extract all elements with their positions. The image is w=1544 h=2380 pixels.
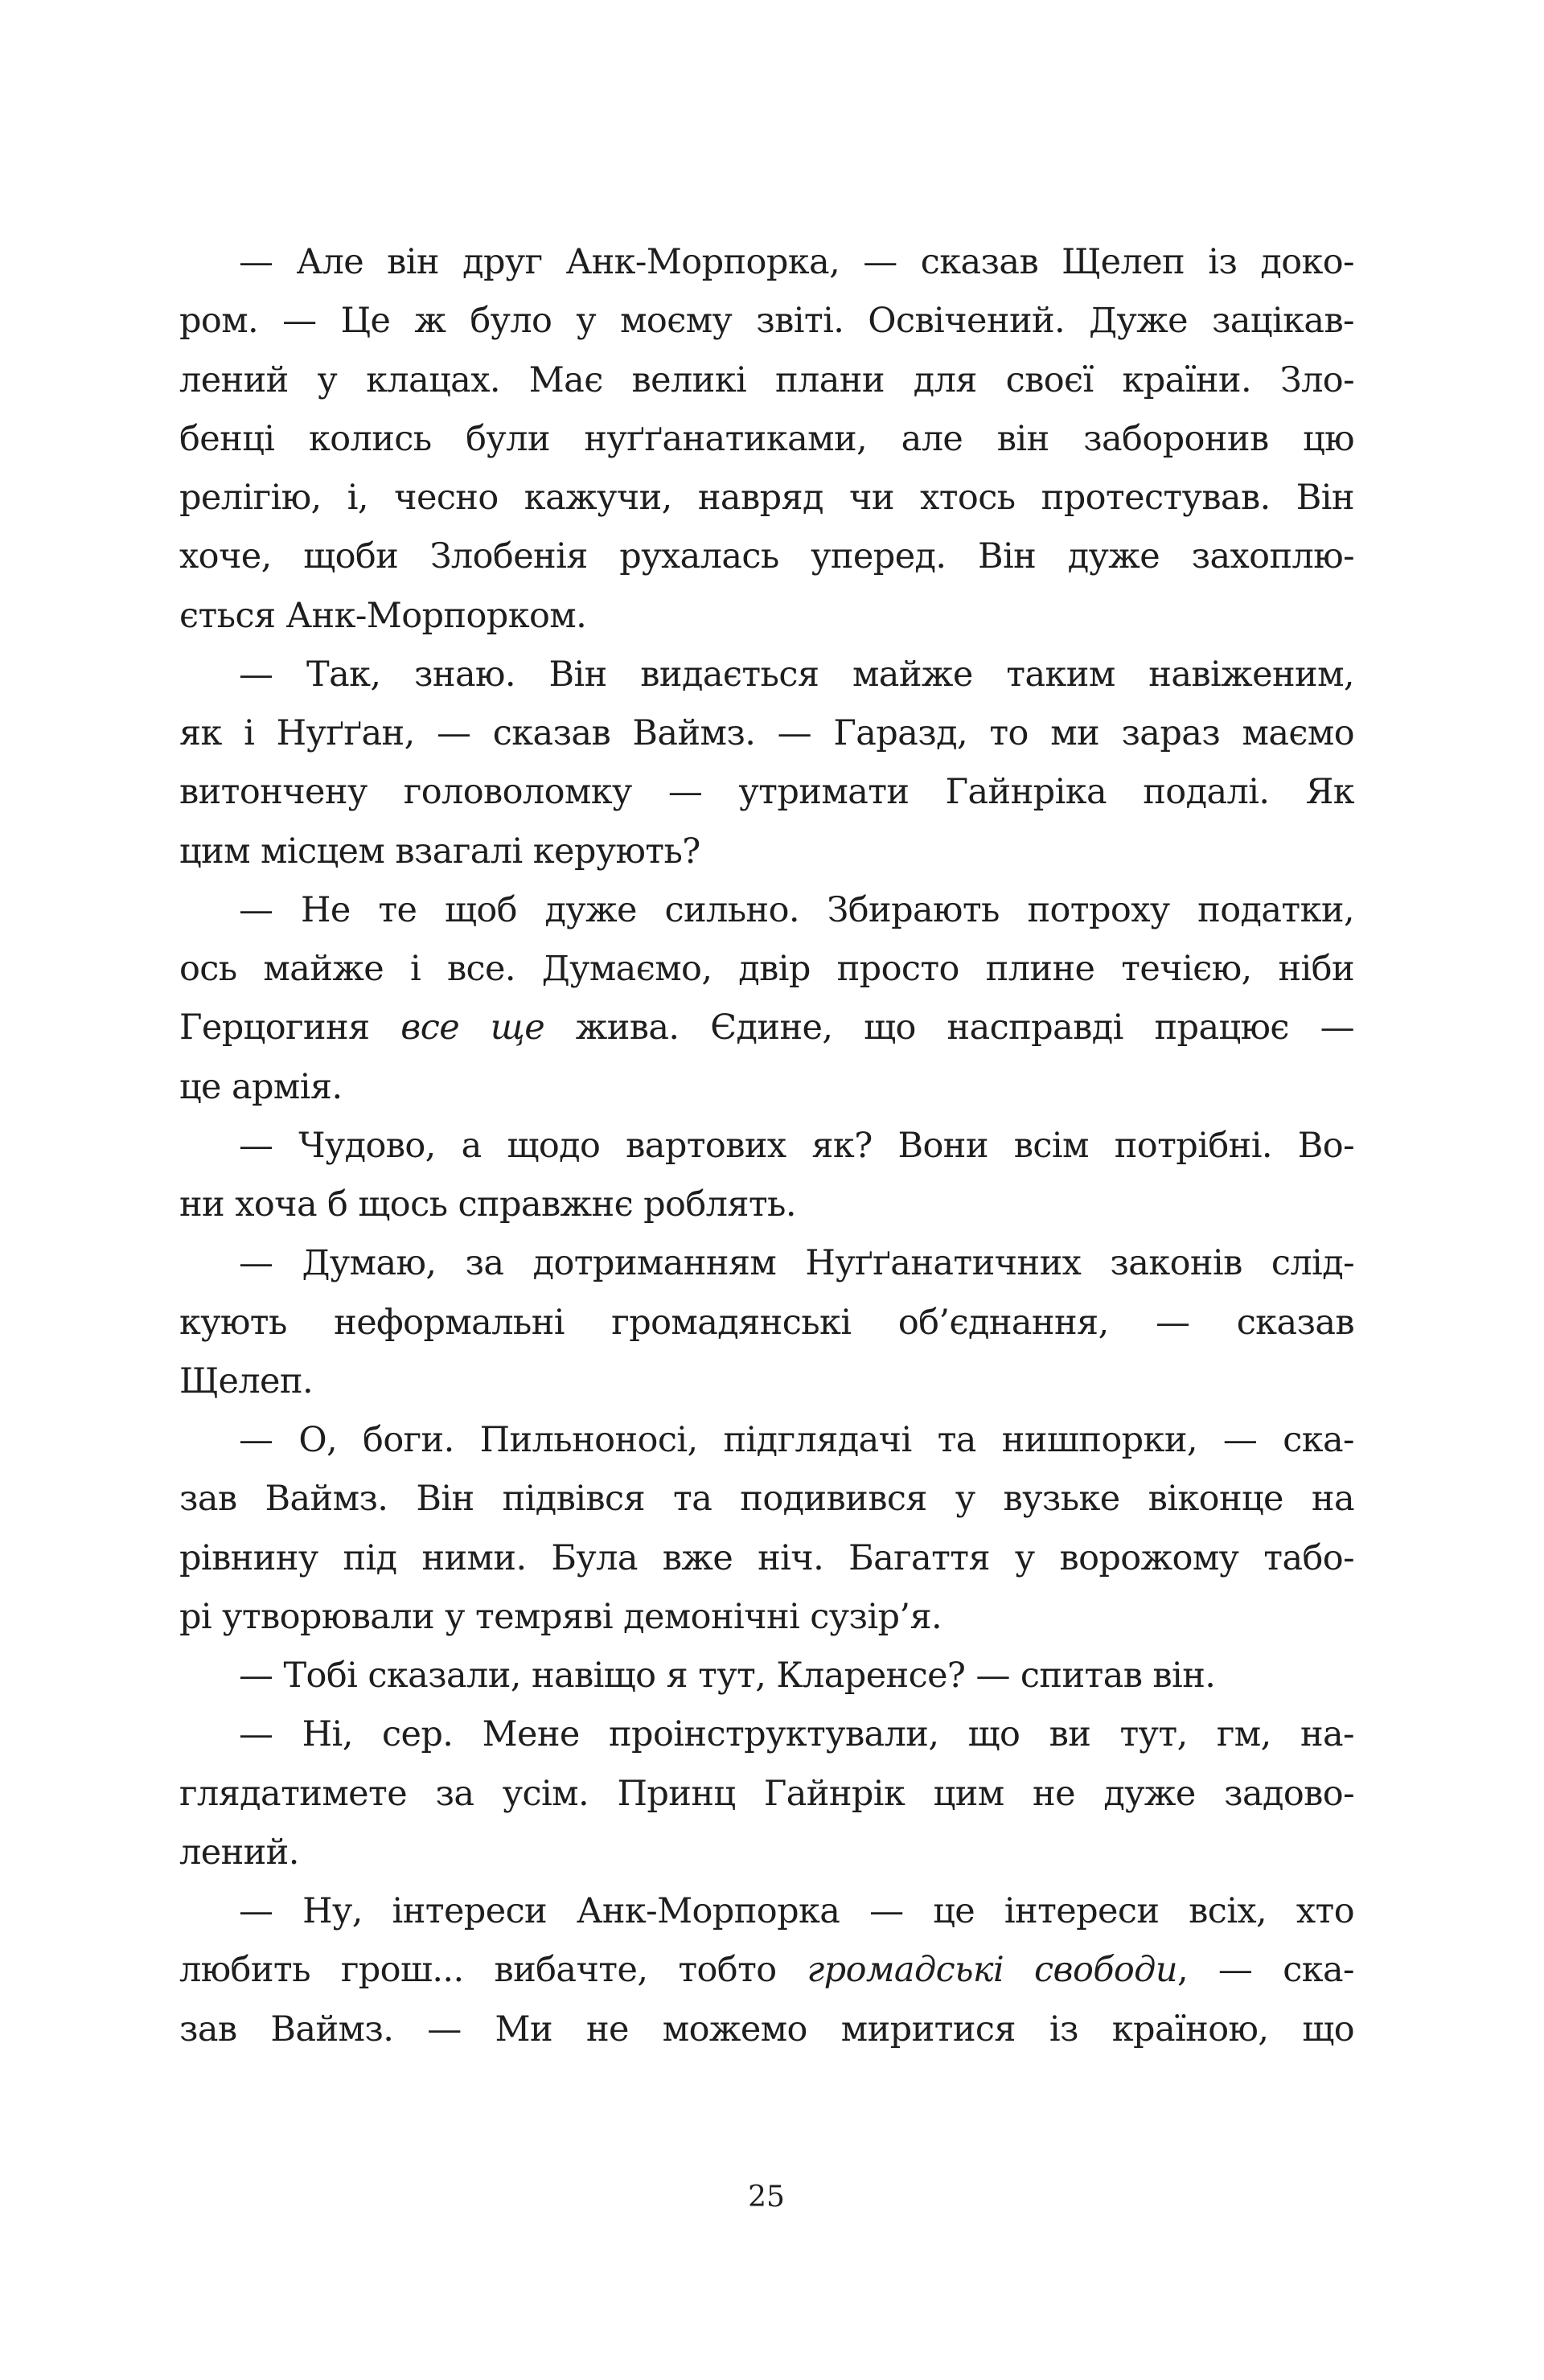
line-content [239,1647,1354,1705]
text-run: — Ну, інтереси Анк-Морпорка — це інтереси всіх, хто [239,1891,1354,1931]
line-content [179,469,1354,527]
text-line [179,1765,1354,1824]
text-line [179,410,1354,469]
text-run: зав Ваймз. Він підвівся та подивився у вузьке віконце на [179,1479,1354,1520]
paragraph-first-line [179,1117,1354,1176]
paragraph-first-line [179,646,1354,704]
line-content [239,881,1354,940]
line-content [179,1352,1354,1411]
text-line [179,1470,1354,1529]
italic-text: все ще [400,1007,545,1048]
text-line [179,1352,1354,1411]
line-content [239,1234,1354,1293]
paragraph-first-line [179,1647,1354,1705]
line-content [179,1058,1354,1117]
text-run: рівнину під ними. Була вже ніч. Багаття у ворожому табо- [179,1537,1354,1578]
body-text [179,233,1354,2059]
text-run: лений у клацах. Має великі плани для своєї країни. Зло- [179,359,1354,400]
text-line [179,1058,1354,1117]
line-content [239,1705,1354,1764]
text-line [179,704,1354,763]
line-content [179,1176,1354,1234]
text-run: кують неформальні громадянські об’єднання, — сказав [179,1302,1354,1343]
text-run: хоче, щоби Злобенія рухалась уперед. Він дуже захоплю- [179,536,1354,577]
text-run: — Не те щоб дуже сильно. Збирають потроху податки, [239,889,1354,930]
text-line [179,1824,1354,1882]
text-line [179,587,1354,646]
line-content [179,1588,1354,1647]
text-run: глядатимете за усім. Принц Гайнрік цим не дуже задово- [179,1773,1354,1814]
line-content [179,2000,1354,2059]
text-line [179,2000,1354,2059]
line-content [179,823,1354,881]
text-run: — Ні, сер. Мене проінструктували, що ви тут, гм, на- [239,1714,1354,1755]
text-run: ось майже і все. Думаємо, двір просто плине течією, ніби [179,949,1354,989]
line-content [179,940,1354,999]
text-run: , — ска- [1176,1950,1354,1991]
text-run: ється Анк-Морпорком. [179,595,587,636]
line-content [239,1411,1354,1470]
line-content [179,410,1354,469]
text-run: любить грош... вибачте, тобто [179,1950,807,1991]
text-run: жива. Єдине, що насправді працює — [544,1007,1354,1048]
text-run: — Але він друг Анк-Морпорка, — сказав Щелеп із доко- [239,242,1354,282]
text-run: Щелеп. [179,1360,314,1401]
text-line [179,1941,1354,2000]
text-run: як і Нуґґан, — сказав Ваймз. — Гаразд, то ми зараз маємо [179,713,1354,753]
text-run: витончену головоломку — утримати Гайнріка подалі. Як [179,772,1354,813]
text-line [179,469,1354,527]
line-content [179,1470,1354,1529]
text-line [179,351,1354,410]
text-line [179,292,1354,351]
text-line [179,1588,1354,1647]
line-content [239,1117,1354,1176]
text-run: релігію, і, чесно кажучи, навряд чи хтось протестував. Він [179,478,1354,518]
line-content [179,351,1354,410]
text-line [179,1529,1354,1588]
line-content [179,763,1354,822]
text-run: — Чудово, а щодо вартових як? Вони всім потрібні. Во- [239,1125,1354,1166]
text-line [179,763,1354,822]
text-run: ром. — Це ж було у моєму звіті. Освічений. Дуже зацікав- [179,301,1354,342]
text-run: бенці колись були нуґґанатиками, але він заборонив цю [179,418,1354,459]
text-run: — Думаю, за дотриманням Нуґґанатичних законів слід- [239,1243,1354,1284]
line-content [179,704,1354,763]
text-line [179,1294,1354,1352]
text-run: лений. [179,1832,299,1873]
text-run: — О, боги. Пильноносі, підглядачі та нишпорки, — ска- [239,1420,1354,1460]
line-content [239,1882,1354,1941]
text-line [179,1176,1354,1234]
paragraph-first-line [179,1882,1354,1941]
line-content [179,1294,1354,1352]
text-run: — Тобі сказали, навіщо я тут, Кларенсе? — спитав він. [239,1656,1216,1696]
text-run: — Так, знаю. Він видається майже таким навіженим, [239,654,1354,695]
line-content [239,233,1354,292]
text-run: Герцогиня [179,1007,401,1048]
line-content [179,587,1354,646]
line-content [179,1529,1354,1588]
text-run: це армія. [179,1066,343,1107]
text-line [179,999,1354,1057]
page-number: 25 [748,2181,785,2214]
text-run: ни хоча б щось справжнє роблять. [179,1184,796,1225]
line-content [179,1824,1354,1882]
paragraph-first-line [179,1411,1354,1470]
line-content [179,1941,1354,2000]
line-content [239,646,1354,704]
text-run: цим місцем взагалі керують? [179,831,700,872]
text-line [179,823,1354,881]
text-line [179,527,1354,586]
paragraph-first-line [179,1234,1354,1293]
paragraph-first-line [179,1705,1354,1764]
line-content [179,527,1354,586]
paragraph-first-line [179,881,1354,940]
line-content [179,999,1354,1057]
text-run: зав Ваймз. — Ми не можемо миритися із країною, що [179,2009,1354,2050]
text-run: рі утворювали у темряві демонічні сузір’я. [179,1596,942,1637]
italic-text: громадські свободи [807,1950,1177,1991]
line-content [179,1765,1354,1824]
paragraph-first-line [179,233,1354,292]
line-content [179,292,1354,351]
text-line [179,940,1354,999]
